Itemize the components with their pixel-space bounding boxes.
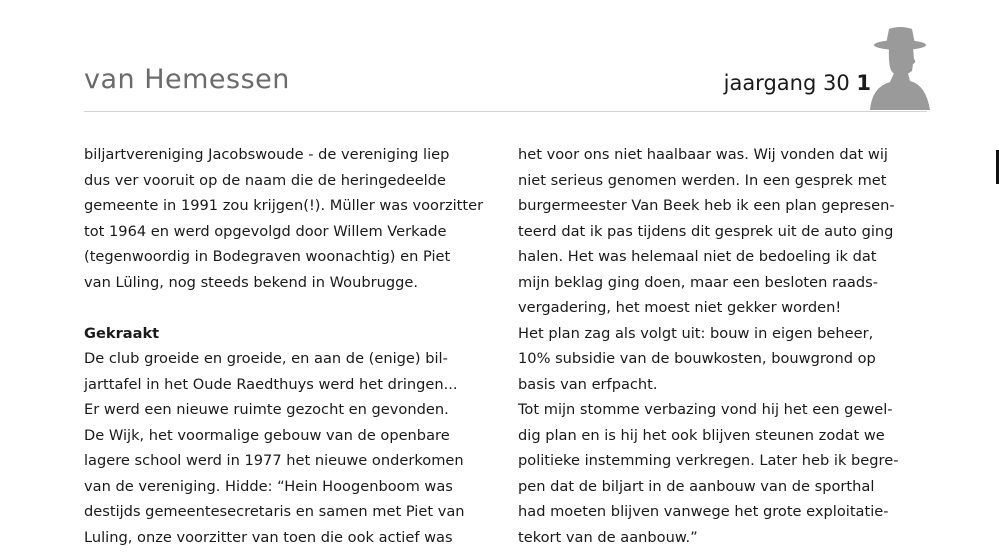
text-line: vergadering, het moest niet gekker worden! (518, 299, 842, 316)
man-with-hat-icon (862, 25, 932, 110)
text-line: het voor ons niet haalbaar was. Wij vonden dat wij (518, 146, 888, 163)
header-divider (84, 111, 927, 112)
text-line: van Lüling, nog steeds bekend in Woubrugge. (84, 273, 419, 291)
page-title: van Hemessen (84, 64, 290, 95)
text-line: De club groeide en groeide, en aan de (enige) bil- (84, 350, 448, 367)
text-line: basis van erfpacht. (518, 375, 658, 393)
text-line: politieke instemming verkregen. Later heb ik begre- (518, 452, 899, 469)
blank-line (84, 295, 489, 321)
text-line: mijn beklag ging doen, maar een besloten raads- (518, 273, 878, 291)
volume-label (724, 71, 871, 95)
text-line: van de vereniging. Hidde: “Hein Hoogenboom was (84, 477, 453, 495)
text-line: dus ver vooruit op de naam die de heringedeelde (84, 171, 446, 189)
text-line: lagere school werd in 1977 het nieuwe onderkomen (84, 452, 464, 469)
text-line: dig plan en is hij het ook blijven steunen zodat we (518, 426, 885, 444)
text-line: jarttafel in het Oude Raedthuys werd het dringen... (84, 375, 458, 393)
text-line: (tegenwoordig in Bodegraven woonachtig) en Piet (84, 248, 451, 265)
text-line: Er werd een nieuwe ruimte gezocht en gevonden. (84, 401, 449, 418)
text-line: tekort van de aanbouw.” (518, 528, 698, 546)
text-line: Luling, onze voorzitter van toen die ook actief was (84, 528, 453, 546)
issue-number: 1 (856, 71, 871, 95)
text-line: gemeente in 1991 zou krijgen(!). Müller was voorzitter (84, 197, 484, 214)
text-line: burgermeester Van Beek heb ik een plan gepresen- (518, 197, 895, 214)
text-line: 10% subsidie van de bouwkosten, bouwgrond op (518, 350, 876, 367)
text-line: Tot mijn stomme verbazing vond hij het een gewel- (518, 401, 893, 418)
text-line: De Wijk, het voormalige gebouw van de openbare (84, 426, 450, 444)
volume-text: jaargang 30 (723, 71, 850, 95)
text-line: tot 1964 en werd opgevolgd door Willem Verkade (84, 222, 447, 240)
text-line: destijds gemeentesecretaris en samen met Piet van (84, 503, 465, 520)
text-line: had moeten blijven vanwege het grote exploitatie- (518, 503, 889, 520)
text-line: niet serieus genomen werden. In een gesprek met (518, 171, 887, 189)
left-column (84, 142, 489, 550)
right-column (518, 142, 923, 550)
text-line: biljartvereniging Jacobswoude - de vereniging liep (84, 146, 450, 163)
text-line: halen. Het was helemaal niet de bedoeling ik dat (518, 248, 877, 265)
text-line: teerd dat ik pas tijdens dit gesprek uit de auto ging (518, 222, 894, 240)
text-line: pen dat de biljart in de aanbouw van de sporthal (518, 477, 875, 495)
section-heading: Gekraakt (84, 324, 160, 342)
text-line: Het plan zag als volgt uit: bouw in eigen beheer, (518, 324, 874, 342)
